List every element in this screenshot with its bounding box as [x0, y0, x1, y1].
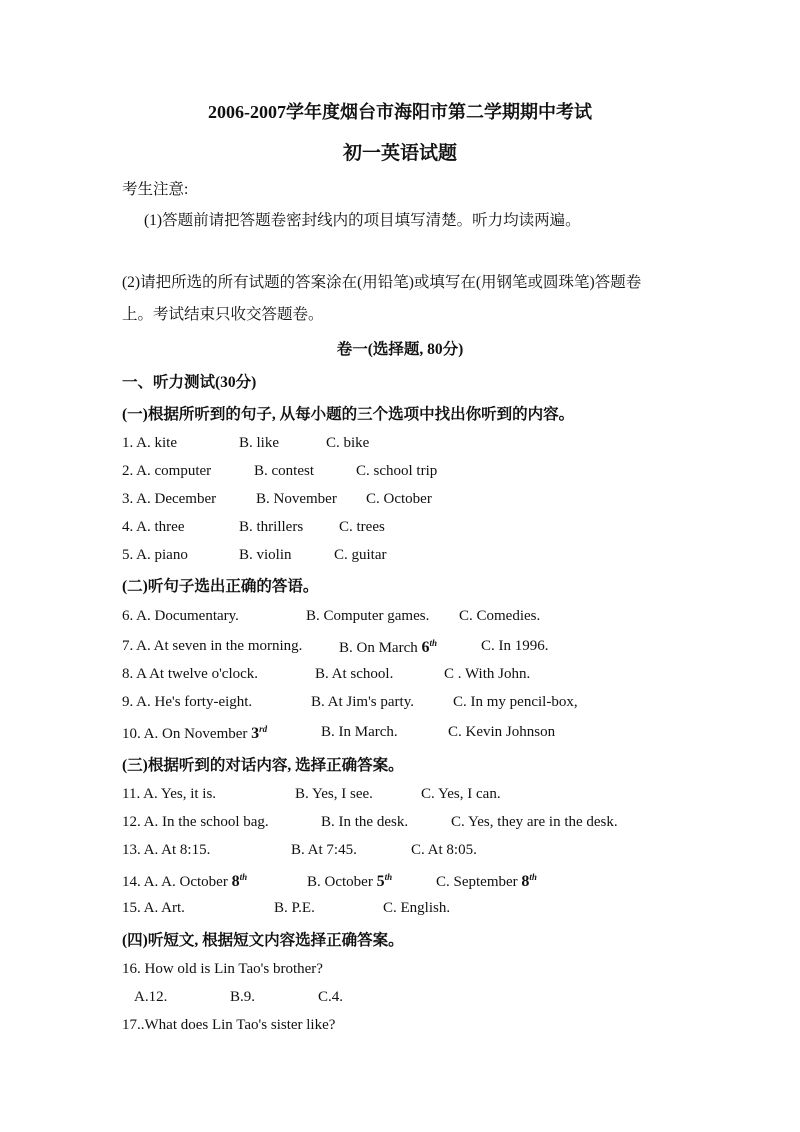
option-b: B.9.: [230, 989, 256, 1005]
option-a: 1. A. kite: [122, 435, 177, 451]
option-a: 7. A. At seven in the morning.: [122, 638, 303, 654]
option-a: 9. A. He's forty-eight.: [122, 694, 253, 710]
ordinal-suffix: th: [239, 872, 248, 882]
ordinal-number: 5: [376, 873, 385, 890]
ordinal-number: 8: [231, 873, 240, 890]
subsection-heading-1: (一)根据所听到的句子, 从每小题的三个选项中找出你听到的内容。: [122, 406, 575, 423]
option-c: C. Yes, I can.: [421, 786, 501, 802]
option-c: C. school trip: [356, 463, 438, 479]
option-b: B. In the desk.: [321, 814, 409, 830]
option-a: 15. A. Art.: [122, 900, 185, 916]
option-a: 12. A. In the school bag.: [122, 814, 269, 830]
option-a: 11. A. Yes, it is.: [122, 786, 217, 802]
option-b-text: B. October: [307, 874, 377, 890]
option-c: C. bike: [326, 435, 370, 451]
ordinal-suffix: rd: [259, 724, 268, 734]
option-b: B. In March.: [321, 724, 398, 740]
option-b: B. thrillers: [239, 519, 304, 535]
question-stem: 17..What does Lin Tao's sister like?: [122, 1017, 336, 1033]
ordinal-number: 6: [421, 639, 430, 656]
exam-title: 2006-2007学年度烟台市海阳市第二学期期中考试: [208, 102, 592, 122]
notice-item-2-line-2: 上。考试结束只收交答题卷。: [122, 306, 324, 323]
option-a: 6. A. Documentary.: [122, 608, 239, 624]
option-b-text: B. On March: [339, 640, 422, 656]
option-c: [436, 872, 537, 891]
option-c: C. Comedies.: [459, 608, 541, 624]
option-b: B. contest: [254, 463, 314, 479]
question-stem: 16. How old is Lin Tao's brother?: [122, 961, 323, 977]
option-b: [339, 638, 437, 657]
option-c: C. October: [366, 491, 432, 507]
option-c: C.4.: [318, 989, 344, 1005]
option-b: [307, 872, 392, 891]
option-b: B. Computer games.: [306, 608, 430, 624]
option-b: B. violin: [239, 547, 292, 563]
option-a-text: 10. A. On November: [122, 726, 252, 742]
option-b: B. like: [239, 435, 279, 451]
option-a: [122, 724, 267, 743]
subsection-heading-2: (二)听句子选出正确的答语。: [122, 578, 319, 595]
option-b: B. Yes, I see.: [295, 786, 373, 802]
option-c: C. In 1996.: [481, 638, 549, 654]
option-a: [122, 872, 247, 891]
ordinal-suffix: th: [529, 872, 537, 882]
option-a: 3. A. December: [122, 491, 217, 507]
option-c: C . With John.: [444, 666, 531, 682]
option-a: 8. A At twelve o'clock.: [122, 666, 259, 682]
option-c: C. Kevin Johnson: [448, 724, 556, 740]
option-b: B. At Jim's party.: [311, 694, 414, 710]
part-heading-listening: 一、听力测试(30分): [122, 374, 257, 391]
option-c: C. Yes, they are in the desk.: [451, 814, 618, 830]
ordinal-suffix: th: [384, 872, 393, 882]
option-c: C. In my pencil-box,: [453, 694, 578, 710]
option-a: 5. A. piano: [122, 547, 188, 563]
option-c: C. English.: [383, 900, 451, 916]
option-b: B. At school.: [315, 666, 394, 682]
ordinal-suffix: th: [429, 638, 438, 648]
option-b: B. P.E.: [274, 900, 315, 916]
exam-subtitle: 初一英语试题: [342, 143, 457, 164]
option-c: C. trees: [339, 519, 385, 535]
volume-heading: 卷一(选择题, 80分): [336, 341, 464, 358]
ordinal-number: 8: [521, 873, 530, 890]
option-a: 4. A. three: [122, 519, 185, 535]
notice-item-1: (1)答题前请把答题卷密封线内的项目填写清楚。听力均读两遍。: [144, 212, 581, 229]
option-c-text: C. September: [436, 874, 522, 890]
option-c: C. At 8:05.: [411, 842, 477, 858]
subsection-heading-4: (四)听短文, 根据短文内容选择正确答案。: [122, 932, 404, 949]
notice-item-2-line-1: (2)请把所选的所有试题的答案涂在(用铅笔)或填写在(用钢笔或圆珠笔)答题卷: [122, 274, 642, 291]
option-a: 2. A. computer: [122, 463, 212, 479]
ordinal-number: 3: [251, 725, 260, 742]
option-b: B. November: [256, 491, 337, 507]
option-c: C. guitar: [334, 547, 387, 563]
option-b: B. At 7:45.: [291, 842, 357, 858]
option-a-text: 14. A. A. October: [122, 874, 232, 890]
subsection-heading-3: (三)根据听到的对话内容, 选择正确答案。: [122, 757, 404, 774]
option-a: 13. A. At 8:15.: [122, 842, 211, 858]
notice-label: 考生注意:: [122, 181, 189, 198]
option-a: A.12.: [134, 989, 168, 1005]
